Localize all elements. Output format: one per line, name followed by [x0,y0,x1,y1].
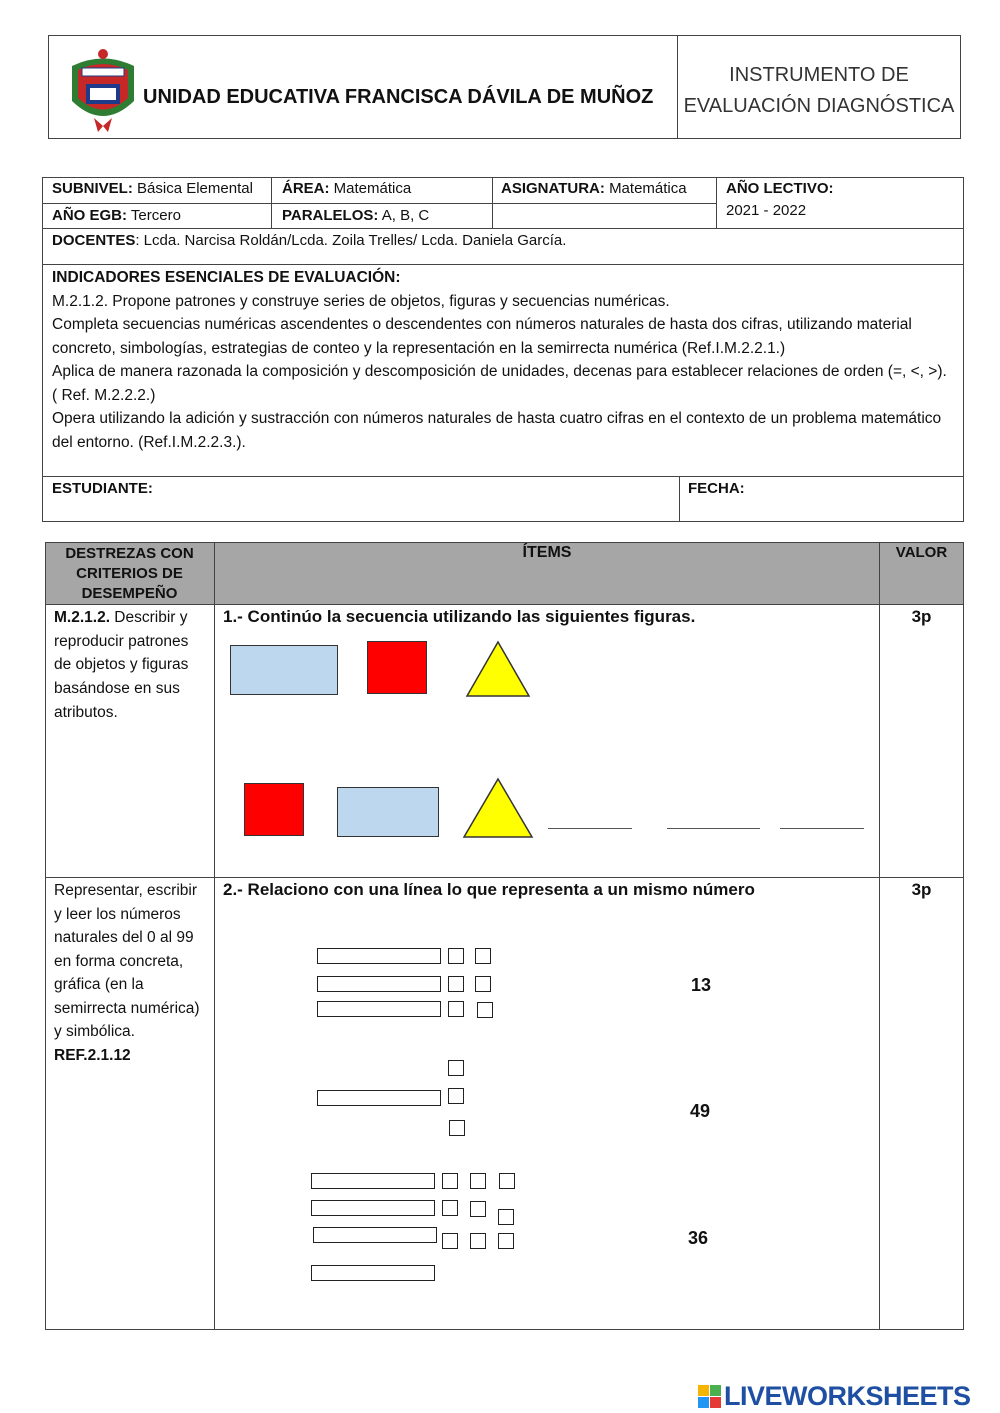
indicators-title: INDICADORES ESENCIALES DE EVALUACIÓN: [52,269,401,286]
header-destrezas: DESTREZAS CON CRITERIOS DE DESEMPEÑO [65,545,194,602]
divider [677,35,678,139]
unit-cube [449,1120,465,1136]
instrument-title-1: INSTRUMENTO DE [729,64,909,86]
blue-rectangle [337,787,439,837]
destreza-2: Representar, escribir y leer los números naturales del 0 al 99 en forma concreta, gráfica (en la semirrecta numérica) y simbólica. REF.2.1.12 [54,882,200,1064]
unit-cube [498,1209,514,1225]
indicator: M.2.1.2. Propone patrones y construye series de objetos, figuras y secuencias numéricas. [52,292,670,310]
unit-cube [442,1233,458,1249]
unit-cube [448,976,464,992]
unit-cube [448,1060,464,1076]
unit-cube [470,1173,486,1189]
item-2-value: 3p [911,880,932,899]
destreza-1: M.2.1.2. Describir y reproducir patrones de objetos y figuras basándose en sus atributos. [54,609,189,721]
number-13[interactable]: 13 [691,975,712,995]
answer-blank[interactable] [548,828,632,829]
unit-cube [448,948,464,964]
unit-cube [477,1002,493,1018]
fecha-label: FECHA: [688,480,745,497]
unit-cube [499,1173,515,1189]
ten-bar [317,948,441,964]
item-1-question: 1.- Continúo la secuencia utilizando las siguientes figuras. [223,607,696,626]
estudiante-label: ESTUDIANTE: [52,480,153,497]
unit-cube [448,1001,464,1017]
item-2-question: 2.- Relaciono con una línea lo que representa a un mismo número [223,880,755,899]
asignatura-field: ASIGNATURA: Matemática [501,180,687,197]
paralelos-field: PARALELOS: A, B, C [282,207,430,224]
school-name: UNIDAD EDUCATIVA FRANCISCA DÁVILA DE MUÑOZ [143,86,654,108]
unit-cube [470,1233,486,1249]
docentes-field: DOCENTES: Lcda. Narcisa Roldán/Lcda. Zoila Trelles/ Lcda. Daniela García. [52,232,567,249]
ten-bar [311,1173,435,1189]
unit-cube [475,948,491,964]
blue-rectangle [230,645,338,695]
number-49[interactable]: 49 [690,1101,711,1121]
ten-bar [317,976,441,992]
indicator: Opera utilizando la adición y sustracción con números naturales de hasta cuatro cifras en el contexto de un problema matemático del entorno. (Ref.I.M.2.2.3.). [52,410,942,451]
unit-cube [442,1173,458,1189]
anio-egb-field: AÑO EGB: Tercero [52,207,181,224]
header-valor: VALOR [895,544,948,561]
school-crest-logo [64,46,142,134]
header-items: ÍTEMS [522,544,572,561]
indicators-section [52,266,952,454]
ten-bar [311,1265,435,1281]
unit-cube [470,1201,486,1217]
unit-cube [448,1088,464,1104]
instrument-title-2: EVALUACIÓN DIAGNÓSTICA [683,95,955,117]
unit-cube [498,1233,514,1249]
liveworksheets-logo-icon [698,1385,721,1408]
indicator: Aplica de manera razonada la composición y descomposición de unidades, decenas para establecer relaciones de orden (=, <, >). ( Ref. M.2.2.2.) [52,363,947,404]
ten-bar [317,1090,441,1106]
yellow-triangle [462,777,534,839]
answer-blank[interactable] [667,828,760,829]
ten-bar [317,1001,441,1017]
unit-cube [475,976,491,992]
indicator: Completa secuencias numéricas ascendentes o descendentes con números naturales de hasta dos cifras, utilizando material concreto, simbologías, estrategias de conteo y la representación en la semirrecta numérica (Ref.I.M.2.2.1.) [52,316,912,357]
liveworksheets-watermark: LIVEWORKSHEETS [698,1381,971,1412]
unit-cube [442,1200,458,1216]
area-field: ÁREA: Matemática [282,180,412,197]
subnivel-field: SUBNIVEL: Básica Elemental [52,180,253,197]
red-square [244,783,304,836]
yellow-triangle [465,640,531,698]
ten-bar [313,1227,437,1243]
red-square [367,641,427,694]
answer-blank[interactable] [780,828,864,829]
ten-bar [311,1200,435,1216]
anio-lectivo-label: AÑO LECTIVO: [726,180,834,197]
item-1-value: 3p [911,607,932,626]
anio-lectivo-value: 2021 - 2022 [726,202,807,219]
number-36[interactable]: 36 [688,1228,709,1248]
